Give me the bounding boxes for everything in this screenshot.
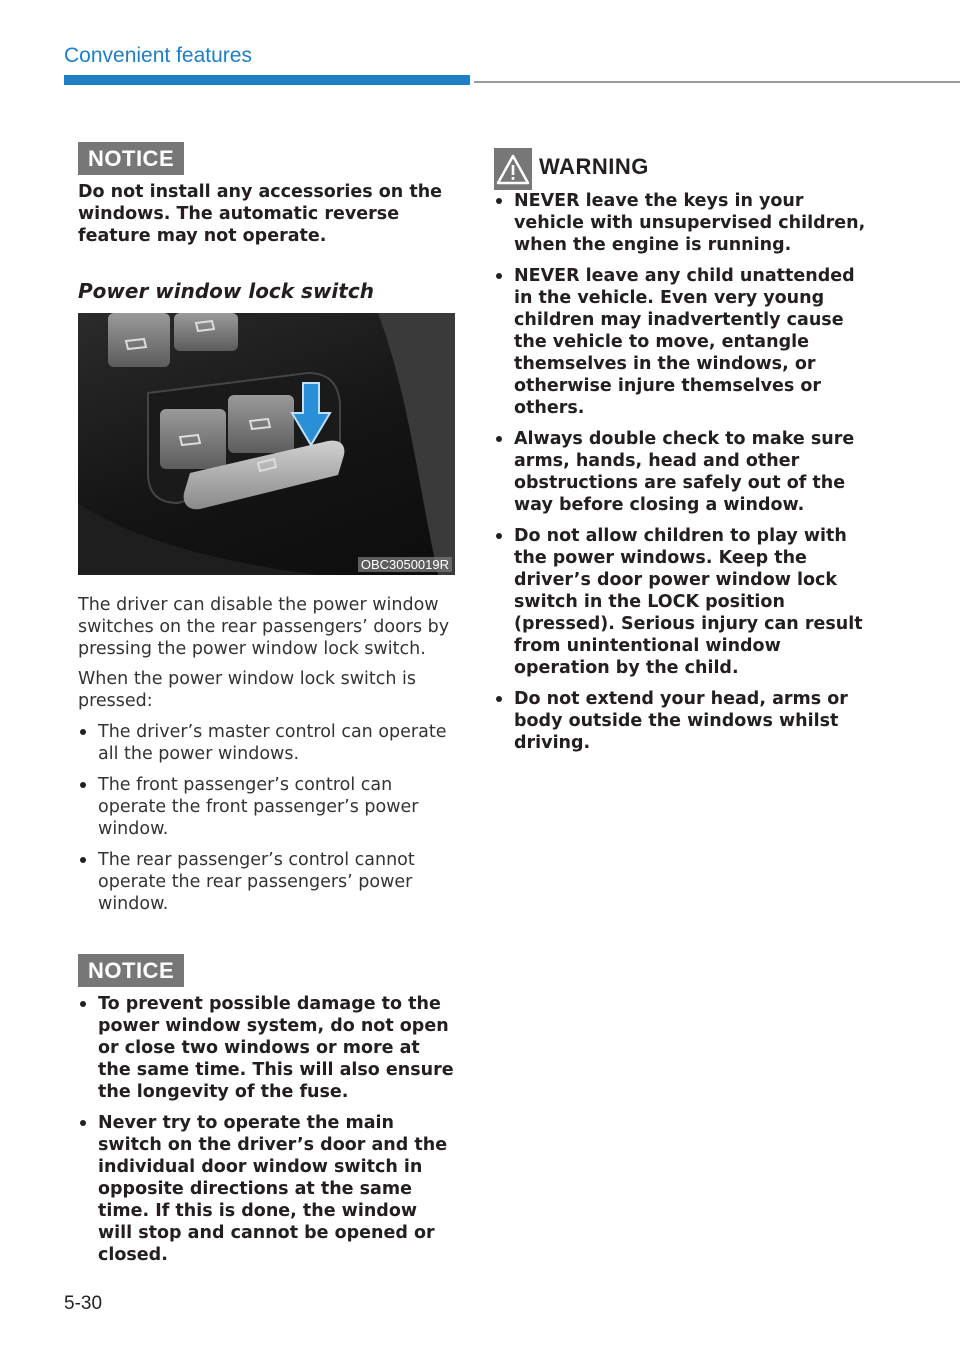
image-code: OBC3050019R: [358, 557, 452, 572]
list-item: Do not extend your head, arms or body outside the windows whilst driving.: [494, 688, 874, 754]
page-number: 5-30: [64, 1293, 103, 1314]
paragraph: The driver can disable the power window switches on the rear passengers’ doors by pressing the power window lock switch.: [78, 595, 450, 659]
warning-label: WARNING: [539, 154, 649, 179]
list-item: The rear passenger’s control cannot operate the rear passengers’ power window.: [78, 849, 456, 915]
notice-bullets: [78, 993, 456, 1266]
list-item: NEVER leave the keys in your vehicle with unsupervised children, when the engine is running.: [494, 190, 874, 256]
list-item: The front passenger’s control can operate the front passenger’s power window.: [78, 774, 456, 840]
list-item: The driver’s master control can operate all the power windows.: [78, 721, 456, 765]
warning-triangle-icon: [494, 148, 532, 190]
warning-bullets: [494, 190, 874, 754]
list-item: Always double check to make sure arms, hands, head and other obstructions are safely out of the way before closing a window.: [494, 428, 874, 516]
paragraph: When the power window lock switch is pressed:: [78, 669, 417, 711]
header-rule-divider: [474, 81, 960, 83]
lock-switch-bullets: [78, 721, 456, 915]
lock-switch-photo: [78, 313, 455, 575]
warning-body: [494, 190, 874, 763]
list-item: Do not allow children to play with the power windows. Keep the driver’s door power window lock switch in the LOCK position (pressed). Serious injury can result from unintentional window operation by the child.: [494, 525, 874, 679]
list-item: To prevent possible damage to the power window system, do not open or close two windows or more at the same time. This will also ensure the longevity of the fuse.: [78, 993, 456, 1103]
section-title: Convenient features: [64, 44, 252, 67]
lock-switch-illustration: [78, 313, 455, 575]
notice-badge: NOTICE: [78, 954, 184, 987]
section-heading: Power window lock switch: [78, 279, 374, 303]
list-item: Never try to operate the main switch on the driver’s door and the individual door window switch in opposite directions at the same time. If this is done, the window will stop and cannot be opened or closed.: [78, 1112, 456, 1266]
lock-switch-body: [78, 594, 456, 924]
notice-text: Do not install any accessories on the windows. The automatic reverse feature may not operate.: [78, 182, 443, 246]
notice-body: [78, 993, 456, 1275]
notice-badge: NOTICE: [78, 142, 184, 175]
header-rule-accent: [64, 75, 470, 85]
list-item: NEVER leave any child unattended in the vehicle. Even very young children may inadvertently cause the vehicle to move, entangle themselves in the windows, or otherwise injure themselves or others.: [494, 265, 874, 419]
